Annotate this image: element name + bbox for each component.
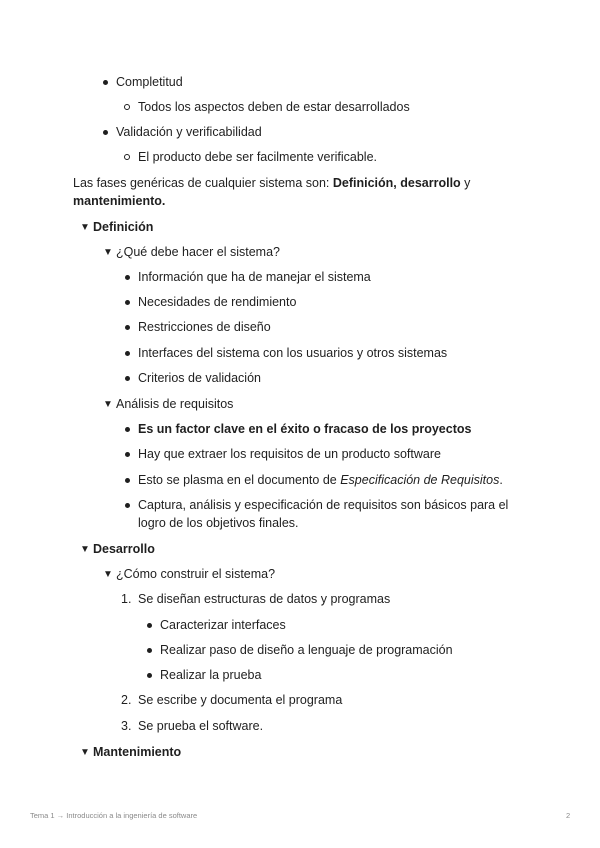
list-number: 3. (121, 719, 132, 733)
list-item: Se prueba el software. (138, 719, 264, 733)
toggle-como-construir-icon[interactable]: ▼ (103, 569, 113, 580)
bullet-icon (147, 673, 152, 678)
bullet-icon (125, 503, 130, 508)
list-item: Restricciones de diseño (138, 320, 271, 334)
bullet-icon (125, 351, 130, 356)
bullet-icon (125, 427, 130, 432)
list-item: Realizar la prueba (160, 668, 262, 682)
toggle-analisis-title[interactable]: Análisis de requisitos (116, 397, 234, 411)
term-mantenimiento: mantenimiento. (73, 194, 166, 208)
list-item: Interfaces del sistema con los usuarios y otros sistemas (138, 346, 448, 360)
list-item: Hay que extraer los requisitos de un producto software (138, 447, 441, 461)
bullet-icon (125, 275, 130, 280)
intro-paragraph: Las fases genéricas de cualquier sistema son: Definición, desarrollo y (73, 176, 471, 190)
toggle-analisis-icon[interactable]: ▼ (103, 399, 113, 410)
list-item: Todos los aspectos deben de estar desarrollados (138, 100, 410, 114)
term-desarrollo: desarrollo (400, 176, 461, 190)
toggle-desarrollo-title[interactable]: Desarrollo (93, 542, 155, 556)
bullet-icon (125, 376, 130, 381)
list-number: 2. (121, 693, 132, 707)
list-item: Necesidades de rendimiento (138, 295, 297, 309)
list-item: Completitud (116, 75, 183, 89)
footer-title: Tema 1 → Introducción a la ingeniería de software (30, 811, 198, 820)
list-item: Realizar paso de diseño a lenguaje de programación (160, 643, 453, 657)
list-item: Caracterizar interfaces (160, 618, 286, 632)
list-item: Se diseñan estructuras de datos y programas (138, 592, 391, 606)
list-item: Información que ha de manejar el sistema (138, 270, 371, 284)
page-number: 2 (566, 811, 571, 820)
bullet-icon (125, 300, 130, 305)
list-item: Criterios de validación (138, 371, 261, 385)
list-item: Esto se plasma en el documento de Especificación de Requisitos. (138, 473, 503, 487)
list-item: Captura, análisis y especificación de requisitos son básicos para el (138, 498, 509, 512)
bullet-icon (103, 130, 108, 135)
toggle-desarrollo-icon[interactable]: ▼ (80, 544, 90, 555)
list-item: Es un factor clave en el éxito o fracaso de los proyectos (138, 422, 472, 436)
list-item: Validación y verificabilidad (116, 125, 262, 139)
list-item: El producto debe ser facilmente verificable. (138, 150, 378, 164)
list-item: Se escribe y documenta el programa (138, 693, 343, 707)
toggle-que-debe-title[interactable]: ¿Qué debe hacer el sistema? (116, 245, 280, 259)
toggle-mantenimiento-icon[interactable]: ▼ (80, 747, 90, 758)
bullet-icon (125, 325, 130, 330)
list-number: 1. (121, 592, 132, 606)
bullet-icon (147, 648, 152, 653)
toggle-mantenimiento-title[interactable]: Mantenimiento (93, 745, 182, 759)
bullet-icon (125, 478, 130, 483)
toggle-como-construir-title[interactable]: ¿Cómo construir el sistema? (116, 567, 276, 581)
intro-paragraph-cont (73, 193, 165, 210)
term-definicion: Definición (332, 176, 394, 190)
bullet-icon (103, 80, 108, 85)
circle-bullet-icon (124, 104, 130, 110)
circle-bullet-icon (124, 154, 130, 160)
toggle-definicion-icon[interactable]: ▼ (80, 222, 90, 233)
toggle-que-debe-icon[interactable]: ▼ (103, 247, 113, 258)
list-item-cont: logro de los objetivos finales. (138, 516, 299, 530)
toggle-definicion-title[interactable]: Definición (93, 220, 154, 234)
bullet-icon (125, 452, 130, 457)
bullet-icon (147, 623, 152, 628)
